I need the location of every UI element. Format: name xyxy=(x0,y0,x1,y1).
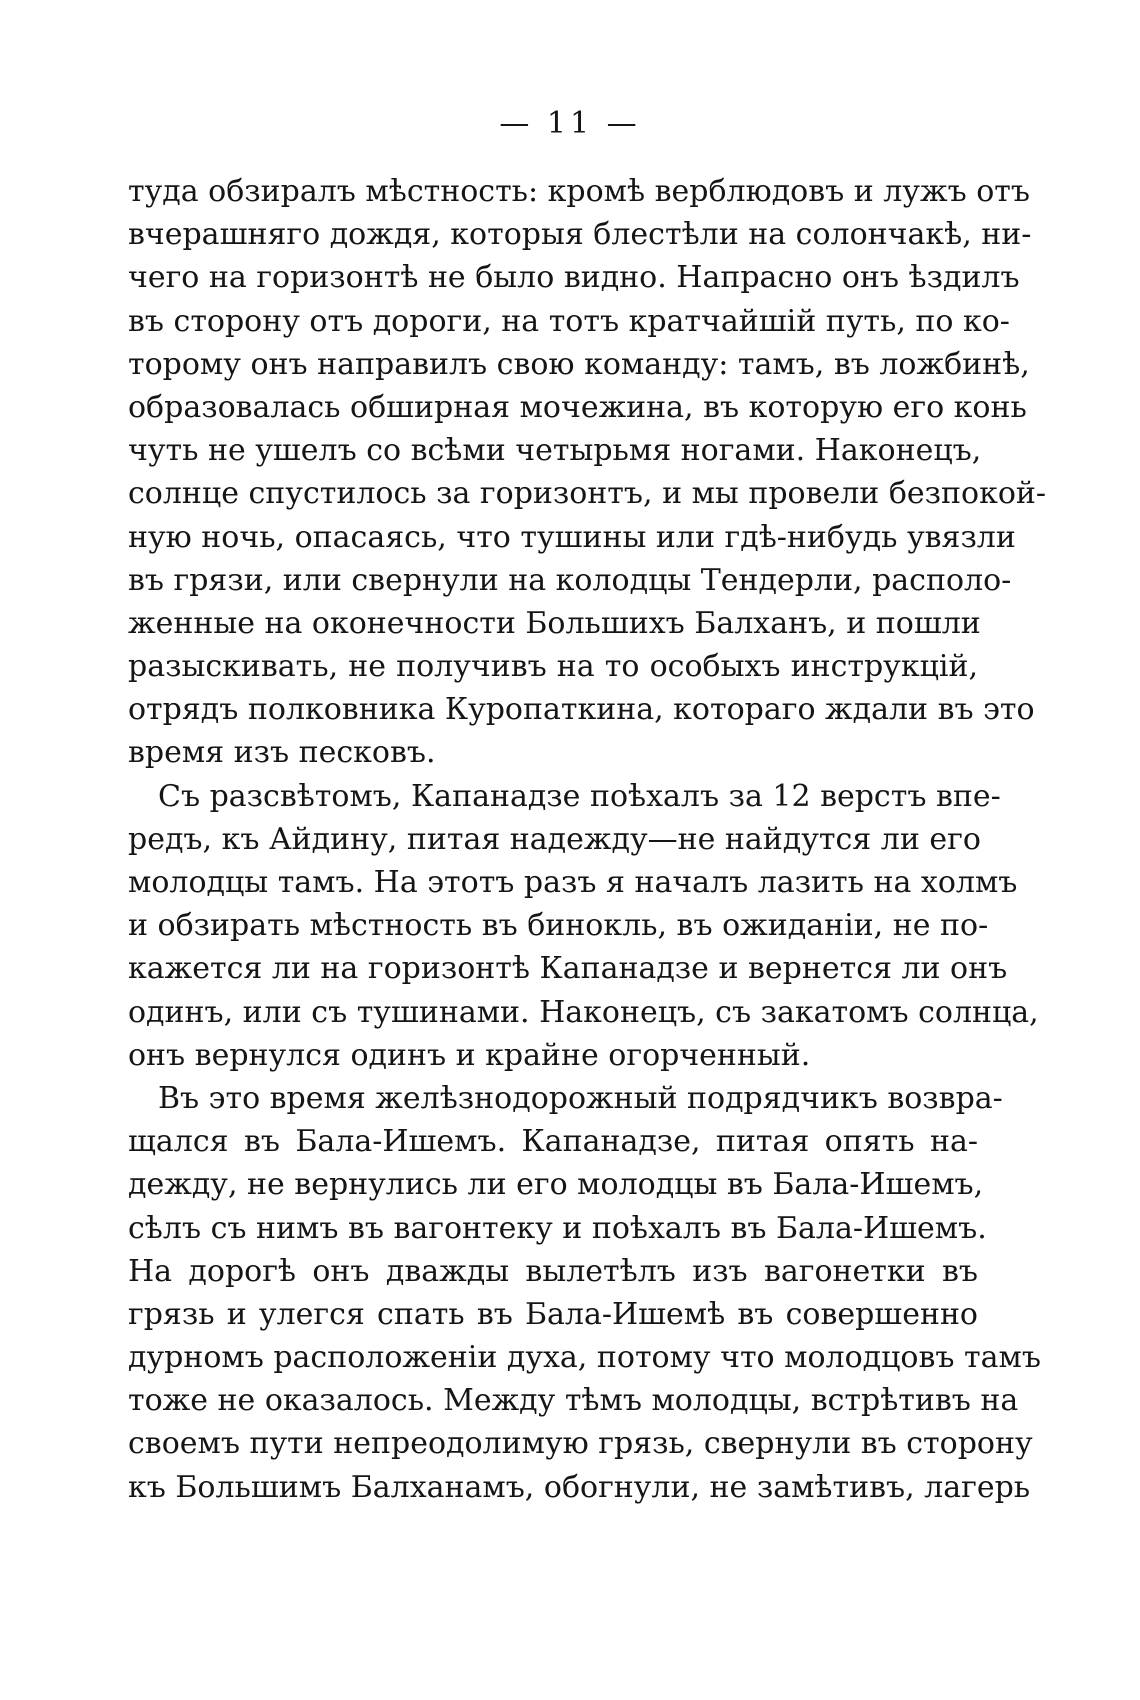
text-line: торому онъ направилъ свою команду: тамъ, въ ложбинѣ, xyxy=(128,346,1030,382)
text-line: редъ, къ Айдину, питая надежду—не найдутся ли его xyxy=(128,821,981,857)
text-line: солнце спустилось за горизонтъ, и мы провели безпокой- xyxy=(128,476,1047,512)
text-line: въ сторону отъ дороги, на тотъ кратчайшiй путь, по ко- xyxy=(128,303,1010,339)
paragraph-start-line: Съ разсвѣтомъ, Капанадзе поѣхалъ за 12 верстъ впе- xyxy=(158,778,1001,814)
text-line: время изъ песковъ. xyxy=(128,735,436,771)
text-line: молодцы тамъ. На этотъ разъ я началъ лазить на холмъ xyxy=(128,865,1018,900)
body-text xyxy=(128,170,1047,1509)
text-line: образовалась обширная мочежина, въ которую его конь xyxy=(128,389,1027,425)
text-line: отрядъ полковника Куропаткина, котораго ждали въ это xyxy=(128,692,1035,728)
text-line: въ грязи, или свернули на колодцы Тендерли, располо- xyxy=(128,562,1012,598)
text-line: къ Большимъ Балханамъ, обогнули, не замѣтивъ, лагерь xyxy=(128,1469,1031,1505)
text-line: вчерашняго дождя, которыя блестѣли на солончакѣ, ни- xyxy=(128,217,1032,253)
text-line: чего на горизонтѣ не было видно. Напрасно онъ ѣздилъ xyxy=(128,260,1020,296)
paragraph-start-line: Въ это время желѣзнодорожный подрядчикъ возвра- xyxy=(158,1080,1003,1116)
text-line: грязь и улегся спать въ Бала-Ишемѣ въ совершенно xyxy=(128,1296,978,1332)
text-line: сѣлъ съ нимъ въ вагонтеку и поѣхалъ въ Бала-Ишемъ. xyxy=(128,1210,987,1246)
text-line: и обзирать мѣстность въ бинокль, въ ожиданiи, не по- xyxy=(128,908,989,944)
text-line: разыскивать, не получивъ на то особыхъ инструкцiй, xyxy=(128,649,978,685)
text-line: своемъ пути непреодолимую грязь, свернули въ сторону xyxy=(128,1426,1033,1462)
text-line: онъ вернулся одинъ и крайне огорченный. xyxy=(128,1037,811,1073)
text-line: чуть не ушелъ со всѣми четырьмя ногами. Наконецъ, xyxy=(128,433,982,469)
text-line: ную ночь, опасаясь, что тушины или гдѣ-нибудь увязли xyxy=(128,519,1016,555)
text-line: дежду, не вернулись ли его молодцы въ Бала-Ишемъ, xyxy=(128,1167,984,1203)
text-line: туда обзиралъ мѣстность: кромѣ верблюдовъ и лужъ отъ xyxy=(128,174,1030,209)
text-line: тоже не оказалось. Между тѣмъ молодцы, встрѣтивъ на xyxy=(128,1383,1019,1419)
text-line: щался въ Бала-Ишемъ. Капанадзе, питая опять на- xyxy=(128,1124,978,1160)
text-line: одинъ, или съ тушинами. Наконецъ, съ закатомъ солнца, xyxy=(128,994,1039,1030)
text-line: женные на оконечности Большихъ Балханъ, и пошли xyxy=(128,605,981,641)
text-line: кажется ли на горизонтѣ Капанадзе и вернется ли онъ xyxy=(128,951,1008,987)
text-line: дурномъ расположенiи духа, потому что молодцовъ тамъ xyxy=(128,1340,1041,1376)
page-number: — 11 — xyxy=(499,106,641,141)
text-line: На дорогѣ онъ дважды вылетѣлъ изъ вагонетки въ xyxy=(128,1253,978,1289)
